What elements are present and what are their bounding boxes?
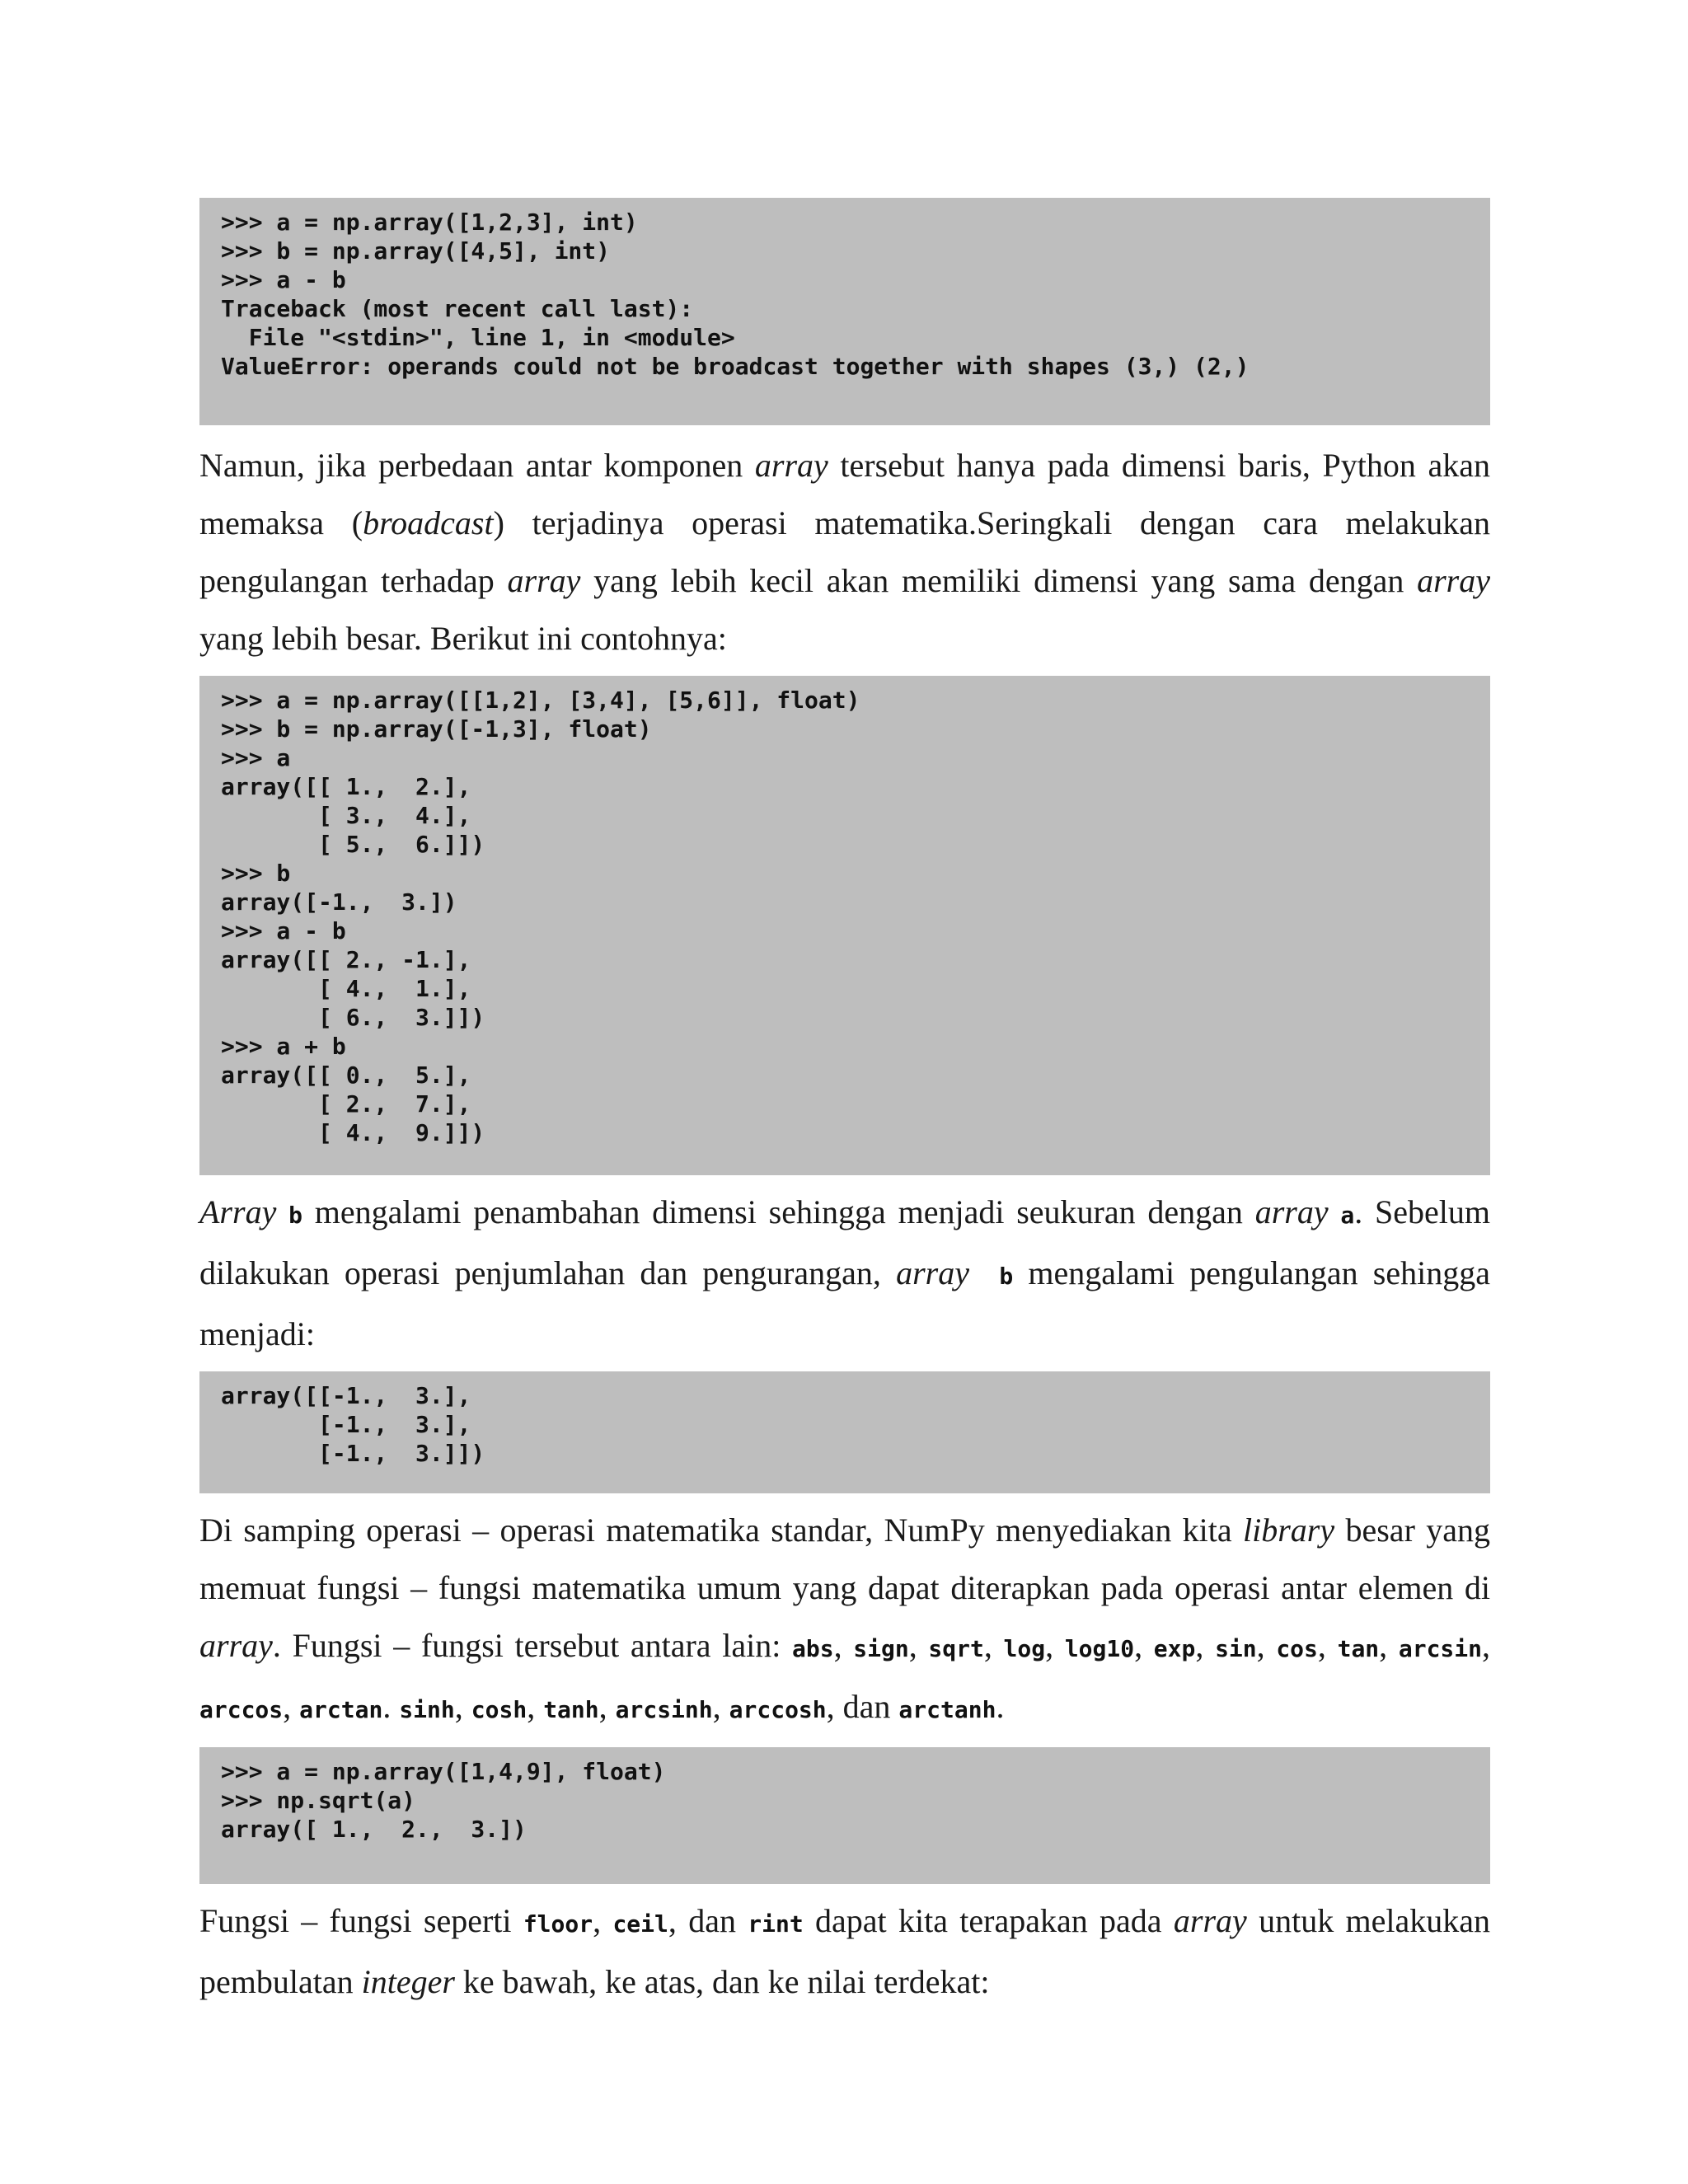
code-line: array([[ 1., 2.], [221,773,471,800]
code-line: array([ 1., 2., 3.]) [221,1816,527,1843]
italic-term: array [754,447,828,484]
paragraph-broadcast-intro [199,437,1490,668]
code-block-sqrt-example [199,1747,1490,1884]
inline-code: floor [523,1910,593,1938]
separator: , [1482,1627,1491,1664]
code-line: [-1., 3.], [221,1411,471,1438]
separator: , dan [826,1688,899,1725]
italic-term: array [199,1627,273,1664]
code-line: >>> b = np.array([4,5], int) [221,237,611,265]
code-line: ValueError: operands could not be broadcast together with shapes (3,) (2,) [221,353,1250,380]
text: . Fungsi – fungsi tersebut antara lain: [272,1627,793,1664]
text: yang lebih besar. Berikut ini contohnya: [199,620,727,657]
code-line: >>> a = np.array([1,4,9], float) [221,1758,666,1785]
code-line: array([-1., 3.]) [221,888,457,916]
text: , [593,1902,613,1939]
document-page [199,198,1490,2019]
italic-term: array [507,562,581,599]
separator: . [996,1688,1005,1725]
function-name: sign [853,1635,909,1662]
separator: , [908,1627,929,1664]
code-line: array([[ 0., 5.], [221,1062,471,1089]
code-line: >>> a [221,744,291,771]
code-line: >>> a - b [221,266,346,293]
italic-term: integer [361,1963,455,2000]
code-block-broadcast-example [199,676,1490,1175]
code-line: >>> a - b [221,917,346,944]
code-line: >>> b = np.array([-1,3], float) [221,715,652,743]
function-name: arctan [299,1696,383,1723]
separator: , [833,1627,854,1664]
text: besar yang memuat fungsi – fungsi matematika umum yang dapat diterapkan pada operasi antar elemen di [199,1511,1490,1606]
text: tersebut hanya pada dimensi baris, Python akan memaksa ( [199,447,1490,541]
code-line: >>> a = np.array([1,2,3], int) [221,209,638,236]
separator: , [283,1688,300,1725]
inline-code: ceil [612,1910,668,1938]
function-name: arcsinh [615,1696,713,1723]
paragraph-math-functions [199,1502,1490,1739]
text: mengalami pengulangan sehingga menjadi: [199,1254,1490,1352]
function-name: log [1003,1635,1046,1662]
text: mengalami penambahan dimensi sehingga menjadi seukuran dengan [302,1193,1255,1230]
separator: , [983,1627,1004,1664]
text: ke bawah, ke atas, dan ke nilai terdekat: [454,1963,990,2000]
code-line: >>> b [221,860,291,887]
text: yang lebih kecil akan memiliki dimensi yang sama dengan [580,562,1418,599]
code-line: >>> a + b [221,1033,346,1060]
code-block-repeated-array [199,1371,1490,1493]
code-line: array([[-1., 3.], [221,1382,471,1409]
code-line: Traceback (most recent call last): [221,295,694,322]
code-block-broadcast-error [199,198,1490,425]
code-line: [ 6., 3.]]) [221,1004,485,1031]
separator: , [1379,1627,1399,1664]
text: dapat kita terapakan pada [803,1902,1174,1939]
code-line: [ 3., 4.], [221,802,471,829]
separator: , [527,1688,544,1725]
code-line: >>> np.sqrt(a) [221,1787,416,1814]
italic-term: array [896,1254,969,1291]
function-name: tan [1337,1635,1380,1662]
italic-term: Array [199,1193,277,1230]
text: Namun, jika perbedaan antar komponen [199,447,755,484]
code-line: [-1., 3.]]) [221,1440,485,1467]
inline-code: b [999,1263,1014,1290]
function-name: cos [1276,1635,1318,1662]
code-line: File "<stdin>", line 1, in <module> [221,324,735,351]
code-line: [ 4., 9.]]) [221,1119,485,1146]
paragraph-rounding-functions [199,1892,1490,2011]
function-name: exp [1153,1635,1196,1662]
code-line: [ 2., 7.], [221,1090,471,1118]
function-name: sinh [399,1696,455,1723]
separator: , [1317,1627,1338,1664]
function-name: cosh [471,1696,528,1723]
text: , dan [668,1902,748,1939]
italic-term: array [1173,1902,1247,1939]
text: . Sebelum dilakukan operasi penjumlahan dan pengurangan, [199,1193,1491,1291]
function-name: sin [1215,1635,1257,1662]
code-line: array([[ 2., -1.], [221,946,471,973]
text: Fungsi – fungsi seperti [199,1902,523,1939]
separator: , [1045,1627,1065,1664]
function-name: arctanh [898,1696,996,1723]
function-name: log10 [1064,1635,1135,1662]
function-name: arcsin [1398,1635,1483,1662]
italic-term: array [1417,562,1490,599]
inline-code: rint [748,1910,804,1938]
italic-term: library [1243,1511,1335,1549]
inline-code: a [1340,1202,1355,1229]
function-name: abs [792,1635,834,1662]
italic-term: broadcast [363,504,494,541]
separator: , [454,1688,471,1725]
separator: , [598,1688,616,1725]
separator: , [1256,1627,1277,1664]
text: ) terjadinya operasi matematika.Seringkali dengan cara melakukan pengulangan terhadap [199,504,1491,599]
separator: , [1195,1627,1216,1664]
code-line: >>> a = np.array([[1,2], [3,4], [5,6]], float) [221,687,860,714]
function-name: sqrt [928,1635,984,1662]
code-line: [ 4., 1.], [221,975,471,1002]
paragraph-broadcast-explanation [199,1183,1490,1363]
separator: , [712,1688,729,1725]
code-line: [ 5., 6.]]) [221,831,485,858]
separator: , [1134,1627,1154,1664]
text: Di samping operasi – operasi matematika standar, NumPy menyediakan kita [199,1511,1244,1549]
inline-code: b [288,1202,302,1229]
function-name: arccos [199,1696,284,1723]
separator: . [382,1688,400,1725]
function-name: tanh [543,1696,599,1723]
text: untuk melakukan pembulatan [199,1902,1491,2000]
italic-term: array [1254,1193,1329,1230]
function-name: arccosh [729,1696,827,1723]
